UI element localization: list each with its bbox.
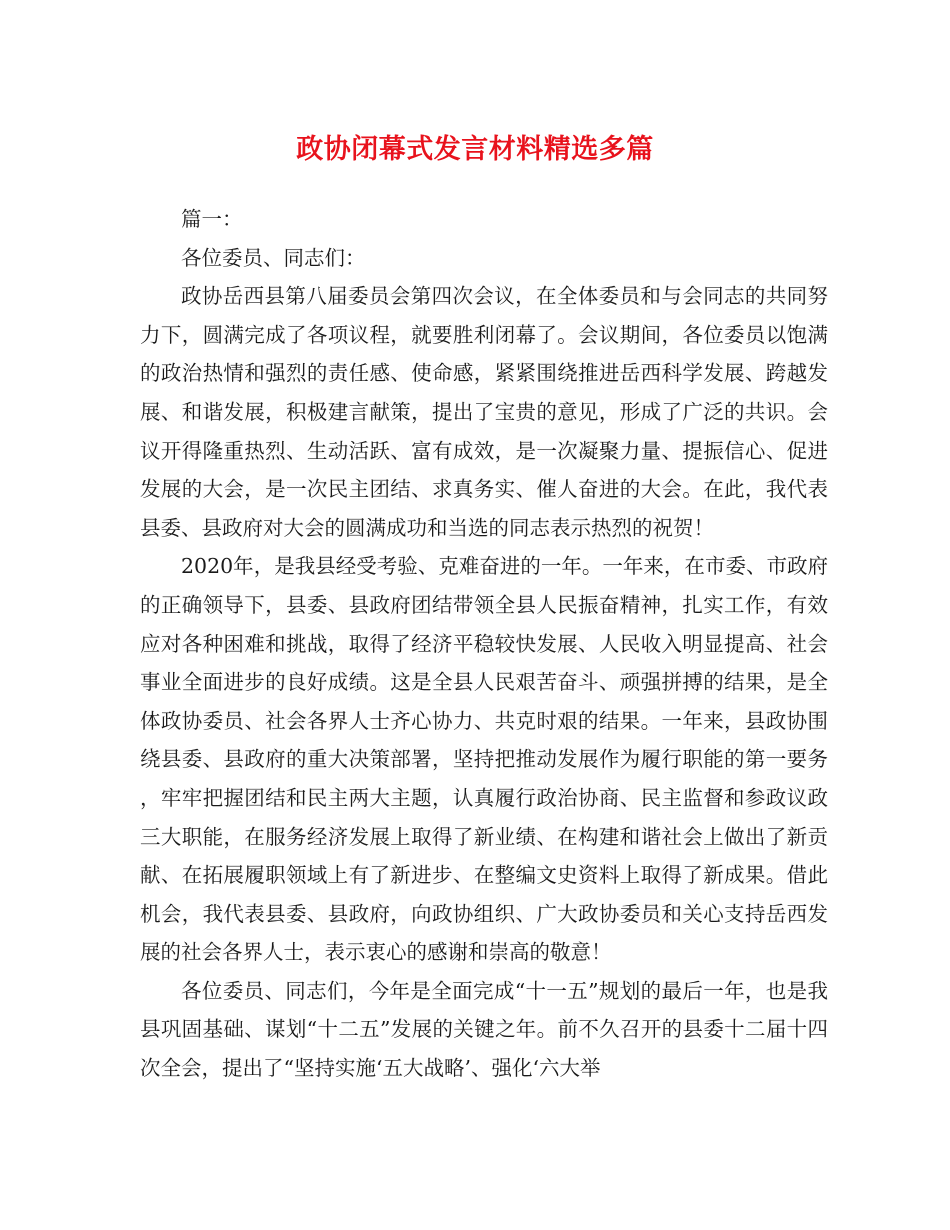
document-body: [140, 200, 828, 1088]
paragraph-review-2020: 2020年，是我县经受考验、克难奋进的一年。一年来，在市委、市政府的正确领导下，县委、县政府团结带领全县人民振奋精神，扎实工作，有效应对各种困难和挑战，取得了经济平稳较快发展、人民收入明显提高、社会事业全面进步的良好成绩。这是全县人民艰苦奋斗、顽强拼搏的结果，是全体政协委员、社会各界人士齐心协力、共克时艰的结果。一年来，县政协围绕县委、县政府的重大决策部署，坚持把推动发展作为履行职能的第一要务，牢牢把握团结和民主两大主题，认真履行政治协商、民主监督和参政议政三大职能，在服务经济发展上取得了新业绩、在构建和谐社会上做出了新贡献、在拓展履职领域上有了新进步、在整编文史资料上取得了新成果。借此机会，我代表县委、县政府，向政协组织、广大政协委员和关心支持岳西发展的社会各界人士，表示衷心的感谢和崇高的敬意！: [140, 554, 828, 965]
document-title: 政协闭幕式发言材料精选多篇: [296, 134, 654, 165]
paragraph-salutation: 各位委员、同志们：: [181, 245, 366, 270]
paragraph-section-label: 篇一：: [181, 207, 243, 231]
paragraph-opening: 政协岳西县第八届委员会第四次会议，在全体委员和与会同志的共同努力下，圆满完成了各项议程，就要胜利闭幕了。会议期间，各位委员以饱满的政治热情和强烈的责任感、使命感，紧紧围绕推进岳西科学发展、跨越发展、和谐发展，积极建言献策，提出了宝贵的意见，形成了广泛的共识。会议开得隆重热烈、生动活跃、富有成效，是一次凝聚力量、提振信心、促进发展的大会，是一次民主团结、求真务实、催人奋进的大会。在此，我代表县委、县政府对大会的圆满成功和当选的同志表示热烈的祝贺！: [140, 284, 828, 540]
paragraph-this-year: 各位委员、同志们，今年是全面完成“十一五”规划的最后一年，也是我县巩固基础、谋划“十二五”发展的关键之年。前不久召开的县委十二届十四次全会，提出了“坚持实施‘五大战略’、强化‘六大举: [140, 978, 828, 1081]
